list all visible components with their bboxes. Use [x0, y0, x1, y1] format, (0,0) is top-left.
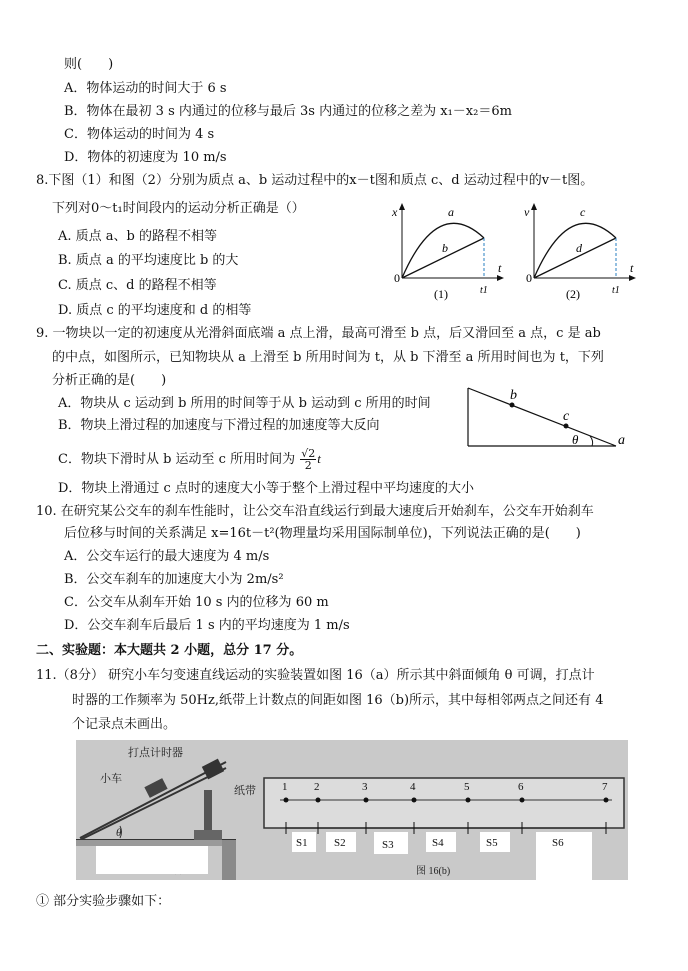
q11-step-1: ① 部分实验步骤如下： — [36, 894, 171, 909]
q7-option-a: A．物体运动的时间大于 6 s — [64, 81, 227, 96]
xt-ylabel: x — [392, 205, 398, 219]
vt-curve-c-label: c — [580, 205, 586, 219]
q10-line2: 后位移与时间的关系满足 x=16t－t²(物理量均采用国际制单位)，下列说法正确的是( ) — [64, 526, 581, 541]
vt-line-d-label: d — [576, 241, 582, 255]
figure-16-photo — [76, 740, 628, 880]
vt-ylabel: v — [524, 205, 530, 219]
q8-stem2: 下列对0～t₁时间段内的运动分析正确是（） — [52, 201, 305, 216]
vt-origin: 0 — [526, 271, 532, 285]
tape-point-4: 4 — [410, 781, 416, 793]
q9-option-a: A．物块从 c 运动到 b 所用的时间等于从 b 运动到 c 所用的时间 — [58, 396, 431, 411]
vt-caption: (2) — [566, 287, 580, 301]
tape-span-s3: S3 — [382, 839, 394, 851]
xt-curve-a-label: a — [448, 205, 454, 219]
section-2-heading: 二、实验题：本大题共 2 小题，总分 17 分。 — [36, 643, 303, 658]
q9-option-c — [58, 444, 321, 475]
tape-span-s6: S6 — [552, 837, 564, 849]
q9-fraction-num: √2 — [301, 447, 316, 460]
xt-caption: (1) — [434, 287, 448, 301]
tape-span-s4: S4 — [432, 837, 444, 849]
xt-line-b-label: b — [442, 241, 448, 255]
q9-option-b: B．物块上滑过程的加速度与下滑过程的加速度等大反向 — [58, 418, 380, 433]
q7-option-c: C．物体运动的时间为 4 s — [64, 127, 215, 142]
q7-option-d: D．物体的初速度为 10 m/s — [64, 150, 227, 165]
q9-option-d: D．物块上滑通过 c 点时的速度大小等于整个上滑过程中平均速度的大小 — [58, 481, 474, 496]
q8-option-c: C. 质点 c、d 的路程不相等 — [58, 278, 217, 293]
xt-t1-tick: t1 — [480, 285, 488, 296]
q9-option-c-t: t — [317, 451, 321, 466]
q9-option-c-text: C．物块下滑时从 b 运动至 c 所用时间为 — [58, 452, 296, 467]
q9-line2: 的中点，如图所示，已知物块从 a 上滑至 b 所用时间为 t，从 b 下滑至 a 所用时间也为 t，下列 — [52, 350, 604, 365]
incline-figure — [462, 384, 632, 450]
q9-line1: 9. 一物块以一定的初速度从光滑斜面底端 a 点上滑，最高可滑至 b 点，后又滑回至 a 点，c 是 ab — [36, 326, 601, 341]
tape-span-s1: S1 — [296, 837, 308, 849]
tape-point-3: 3 — [362, 781, 368, 793]
xt-graph — [388, 200, 510, 306]
tape-span-s5: S5 — [486, 837, 498, 849]
xt-xlabel: t — [498, 261, 502, 275]
q9-fraction-den: 2 — [304, 459, 312, 472]
q9-line3: 分析正确的是( ) — [52, 373, 167, 388]
vt-xlabel: t — [630, 261, 634, 275]
incline-c-label: c — [563, 409, 570, 424]
vt-t1-tick: t1 — [612, 285, 620, 296]
q7-option-b: B．物体在最初 3 s 内通过的位移与最后 3s 内通过的位移之差为 x₁－x₂＝6m — [64, 104, 512, 119]
fig16a-theta-label: θ — [116, 827, 122, 839]
xt-origin: 0 — [394, 271, 400, 285]
fig16a-tape-label: 纸带 — [234, 785, 256, 797]
q7-stem-tail: 则( ) — [64, 57, 114, 72]
tape-point-5: 5 — [464, 781, 470, 793]
tape-point-1: 1 — [282, 781, 288, 793]
q11-line1: 11.（8分） 研究小车匀变速直线运动的实验装置如图 16（a）所示其中斜面倾角 θ 可调，打点计 — [36, 668, 595, 683]
incline-theta-label: θ — [572, 432, 579, 447]
q10-line1: 10. 在研究某公交车的刹车性能时，让公交车沿直线运行到最大速度后开始刹车，公交车开始刹车 — [36, 504, 594, 519]
tape-point-6: 6 — [518, 781, 524, 793]
q9-option-c-fraction — [300, 448, 316, 471]
q10-option-c: C．公交车从刹车开始 10 s 内的位移为 60 m — [64, 595, 329, 610]
q8-option-d: D. 质点 c 的平均速度和 d 的相等 — [58, 303, 252, 318]
incline-b-label: b — [510, 388, 517, 403]
figure-16-drawing — [76, 740, 628, 880]
fig16a-cart-label: 小车 — [100, 773, 122, 785]
q10-option-a: A．公交车运行的最大速度为 4 m/s — [64, 549, 270, 564]
q10-option-d: D．公交车刹车后最后 1 s 内的平均速度为 1 m/s — [64, 618, 350, 633]
fig16b-caption: 图 16(b) — [416, 866, 451, 877]
incline-a-label: a — [618, 433, 625, 448]
tape-point-7: 7 — [602, 781, 608, 793]
fig16a-timer-label: 打点计时器 — [128, 747, 183, 759]
tape-span-s2: S2 — [334, 837, 346, 849]
q10-option-b: B．公交车刹车的加速度大小为 2m/s² — [64, 572, 284, 587]
q8-option-a: A. 质点 a、b 的路程不相等 — [58, 229, 217, 244]
q8-stem: 8.下图（1）和图（2）分别为质点 a、b 运动过程中的x－t图和质点 c、d 运动过程中的v－t图。 — [36, 173, 594, 188]
q11-line3: 个记录点未画出。 — [72, 717, 177, 732]
q11-line2: 时器的工作频率为 50Hz,纸带上计数点的间距如图 16（b)所示，其中每相邻两点之间还有 4 — [72, 693, 604, 708]
tape-point-2: 2 — [314, 781, 320, 793]
vt-graph — [520, 200, 642, 306]
q8-option-b: B. 质点 a 的平均速度比 b 的大 — [58, 253, 239, 268]
